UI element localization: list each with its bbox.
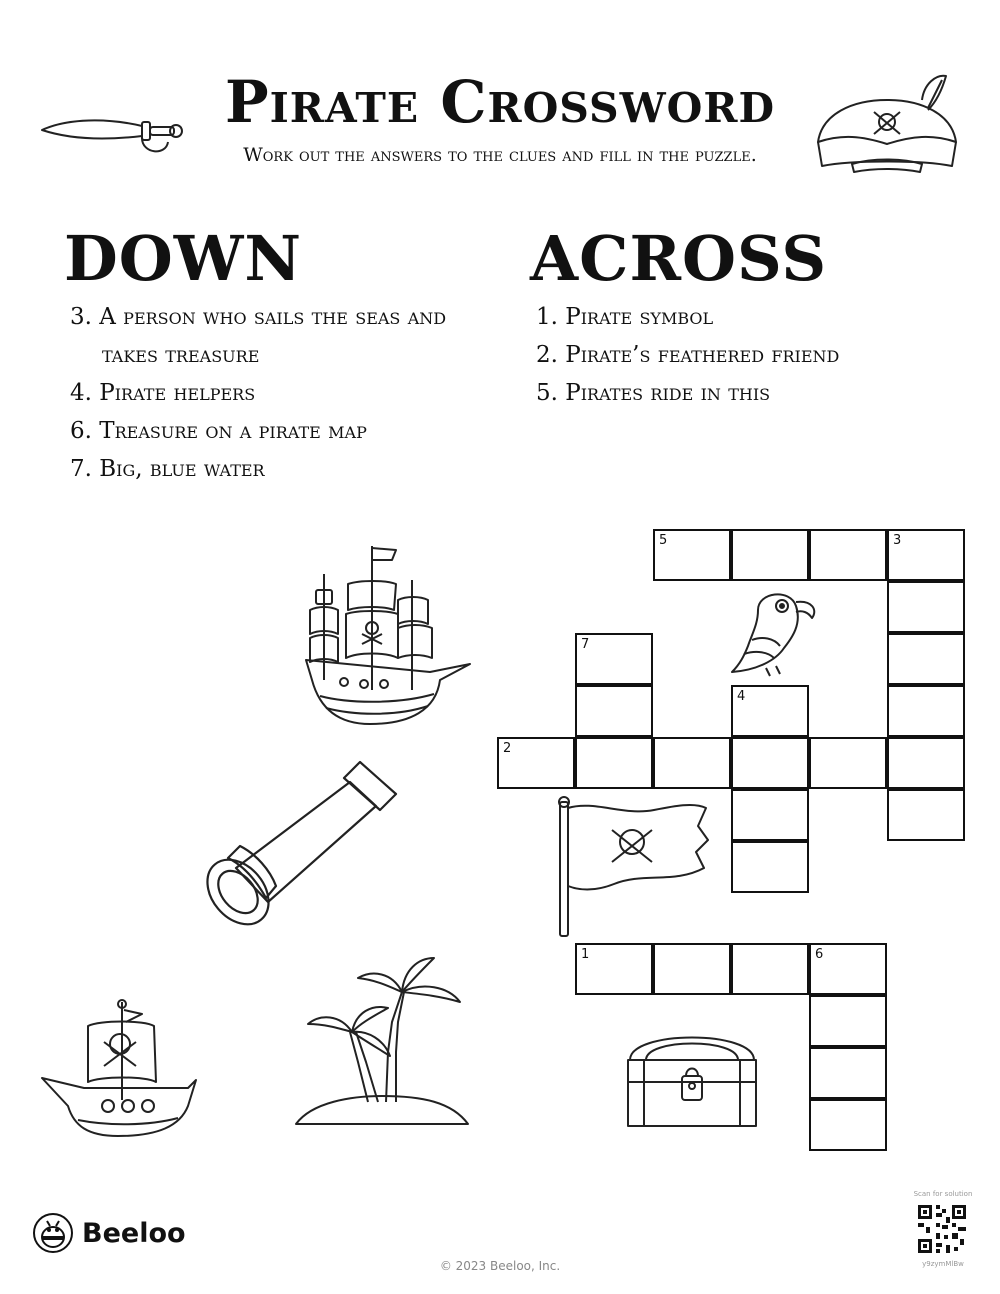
qr-code-icon[interactable] [916, 1203, 968, 1255]
cell-number: 1 [581, 947, 590, 962]
down-clue-4: 4. Pirate helpers [70, 380, 256, 406]
across-heading: ACROSS [530, 222, 828, 295]
palm-island-icon [292, 952, 472, 1134]
pirate-flag-icon [554, 796, 714, 938]
across-clue-5: 5. Pirates ride in this [536, 380, 771, 406]
crossword-cell[interactable] [731, 789, 809, 841]
brand-name: Beeloo [82, 1217, 186, 1249]
down-clue-7: 7. Big, blue water [70, 456, 265, 482]
crossword-cell[interactable] [887, 685, 965, 737]
cell-number: 6 [815, 947, 824, 962]
crossword-cell[interactable] [887, 737, 965, 789]
copyright-text: © 2023 Beeloo, Inc. [439, 1259, 561, 1273]
down-heading: DOWN [64, 222, 303, 295]
down-clue-3: 3. A person who sails the seas and takes treasure [70, 304, 447, 368]
across-clue-list [536, 298, 956, 412]
qr-code-id: y9zymMlBw [922, 1260, 964, 1268]
crossword-cell[interactable] [575, 685, 653, 737]
cell-number: 4 [737, 689, 746, 704]
cell-number: 3 [893, 533, 902, 548]
crossword-cell[interactable] [575, 737, 653, 789]
crossword-cell[interactable] [809, 737, 887, 789]
brand-logo[interactable] [32, 1212, 186, 1254]
crossword-cell[interactable] [653, 529, 731, 581]
bee-logo-icon [32, 1212, 74, 1254]
cell-number: 5 [659, 533, 668, 548]
down-clue-6: 6. Treasure on a pirate map [70, 418, 367, 444]
across-clue-2: 2. Pirate’s feathered friend [536, 342, 840, 368]
crossword-cell[interactable] [887, 789, 965, 841]
crossword-cell[interactable] [731, 685, 809, 737]
qr-caption: Scan for solution [913, 1190, 973, 1198]
crossword-cell[interactable] [887, 529, 965, 581]
crossword-cell[interactable] [497, 737, 575, 789]
crossword-cell[interactable] [575, 943, 653, 995]
across-clue-1: 1. Pirate symbol [536, 304, 714, 330]
crossword-cell[interactable] [809, 995, 887, 1047]
crossword-cell[interactable] [731, 737, 809, 789]
page-title: Pirate Crossword [224, 68, 776, 136]
crossword-cell[interactable] [809, 943, 887, 995]
crossword-cell[interactable] [809, 1099, 887, 1151]
crossword-cell[interactable] [731, 841, 809, 893]
small-pirate-ship-icon [38, 996, 200, 1144]
sword-icon [38, 104, 186, 162]
crossword-cell[interactable] [809, 529, 887, 581]
treasure-chest-icon [622, 1016, 762, 1130]
down-clue-list [70, 298, 490, 488]
cell-number: 2 [503, 741, 512, 756]
crossword-cell[interactable] [887, 633, 965, 685]
pirate-hat-icon [812, 70, 962, 180]
parrot-icon [722, 580, 822, 680]
crossword-cell[interactable] [653, 737, 731, 789]
crossword-cell[interactable] [575, 633, 653, 685]
crossword-cell[interactable] [731, 529, 809, 581]
pirate-ship-icon [300, 540, 472, 726]
crossword-cell[interactable] [653, 943, 731, 995]
cell-number: 7 [581, 637, 590, 652]
crossword-cell[interactable] [731, 943, 809, 995]
page-subtitle: Work out the answers to the clues and fill in the puzzle. [243, 144, 757, 166]
telescope-icon [200, 750, 406, 932]
crossword-cell[interactable] [809, 1047, 887, 1099]
crossword-cell[interactable] [887, 581, 965, 633]
